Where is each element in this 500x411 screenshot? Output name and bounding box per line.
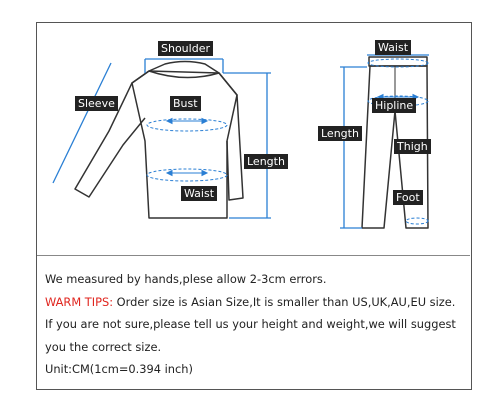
section-divider <box>37 255 470 256</box>
hipline-label: Hipline <box>372 98 416 113</box>
note-warm-tips <box>45 291 467 314</box>
shirt-collar <box>149 62 219 78</box>
note-unit: Unit:CM(1cm=0.394 inch) <box>45 362 193 376</box>
shirt-dashed-lines <box>147 119 227 181</box>
bust-label: Bust <box>170 96 201 111</box>
shirt-right-sleeve <box>219 73 243 200</box>
shirt-left-sleeve <box>75 71 149 197</box>
note-advice-cont: you the correct size. <box>45 339 162 354</box>
shirt-arrows <box>167 119 207 176</box>
foot-label: Foot <box>393 190 423 205</box>
foot-girth <box>406 218 428 224</box>
note-measure: We measured by hands,plese allow 2-3cm errors. <box>45 272 327 286</box>
sleeve-line <box>53 63 111 183</box>
waist-girth <box>147 169 227 181</box>
warm-tips-text: Order size is Asian Size,It is smaller than US,UK,AU,EU size. <box>113 294 456 309</box>
sleeve-label: Sleeve <box>75 96 118 111</box>
size-chart-frame <box>36 22 472 390</box>
pants-length-label: Length <box>318 126 362 141</box>
warm-tips-label: WARM TIPS: <box>45 294 114 309</box>
note-advice: If you are not sure,please tell us your height and weight,we will suggest <box>45 317 456 331</box>
size-notes <box>45 268 467 381</box>
thigh-label: Thigh <box>394 139 431 154</box>
top-length-label: Length <box>244 154 288 169</box>
shirt-measure-lines <box>53 59 271 218</box>
top-waist-label: Waist <box>181 186 217 201</box>
pants-waistband <box>369 57 427 66</box>
shoulder-label: Shoulder <box>158 41 213 56</box>
pants-waist-label: Waist <box>375 40 411 55</box>
